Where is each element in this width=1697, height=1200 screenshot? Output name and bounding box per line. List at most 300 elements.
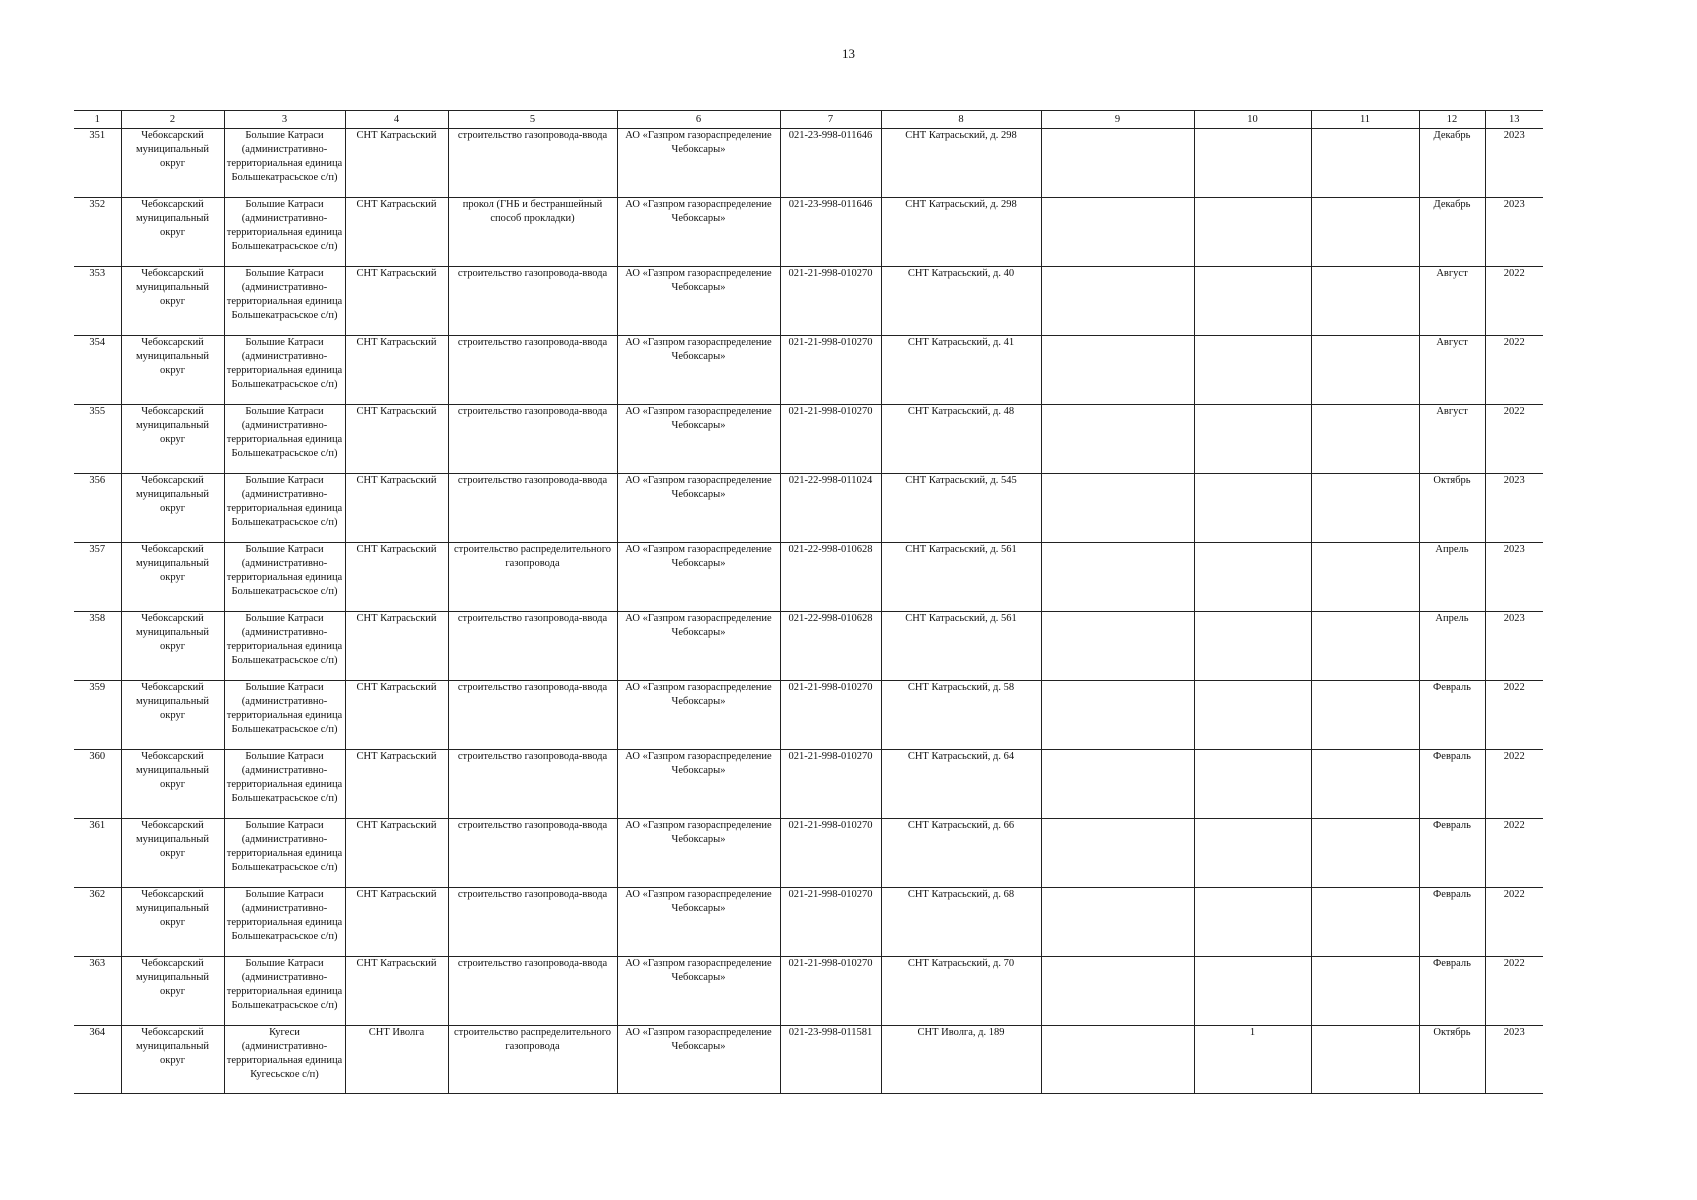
page-number: 13 bbox=[842, 46, 855, 61]
cell-text: 352 bbox=[89, 199, 106, 210]
cell-text bbox=[1196, 681, 1310, 748]
cell-contract-number bbox=[780, 750, 881, 819]
cell-text: СНТ Катрасьский bbox=[356, 268, 437, 279]
cell-text: Чебоксарский муниципальный округ bbox=[135, 820, 210, 859]
cell-text: Апрель bbox=[1435, 613, 1469, 624]
cell-organization bbox=[617, 267, 780, 336]
table-header bbox=[74, 111, 1543, 129]
cell-snt-name bbox=[345, 888, 448, 957]
cell-text: СНТ Катрасьский, д. 68 bbox=[907, 889, 1015, 900]
cell-year bbox=[1485, 681, 1543, 750]
cell-text: АО «Газпром газораспределение Чебоксары» bbox=[625, 889, 772, 914]
cell-year bbox=[1485, 1026, 1543, 1094]
cell-col-9 bbox=[1041, 129, 1194, 198]
cell-text: АО «Газпром газораспределение Чебоксары» bbox=[625, 751, 772, 776]
cell-settlement bbox=[224, 198, 345, 267]
cell-text: 2022 bbox=[1503, 682, 1525, 693]
cell-text bbox=[1043, 198, 1193, 265]
cell-text: строительство распределительного газопровода bbox=[453, 544, 612, 569]
cell-text bbox=[1043, 129, 1193, 196]
cell-organization bbox=[617, 1026, 780, 1094]
cell-text: Чебоксарский муниципальный округ bbox=[135, 130, 210, 169]
cell-address bbox=[881, 612, 1041, 681]
column-header-9: 9 bbox=[1041, 111, 1194, 129]
cell-organization bbox=[617, 819, 780, 888]
column-header-4: 4 bbox=[345, 111, 448, 129]
cell-text bbox=[1043, 543, 1193, 610]
cell-col-11 bbox=[1311, 474, 1419, 543]
cell-text: строительство газопровода-ввода bbox=[457, 268, 608, 279]
cell-year bbox=[1485, 957, 1543, 1026]
cell-text: АО «Газпром газораспределение Чебоксары» bbox=[625, 130, 772, 155]
cell-text: СНТ Катрасьский, д. 561 bbox=[905, 544, 1017, 555]
cell-municipality bbox=[121, 129, 224, 198]
cell-month bbox=[1419, 543, 1485, 612]
cell-text: Большие Катраси (административно-территориальная единица Большекатрасьское с/п) bbox=[226, 268, 343, 321]
cell-address bbox=[881, 336, 1041, 405]
cell-text: 359 bbox=[89, 682, 106, 693]
cell-contract-number bbox=[780, 819, 881, 888]
register-table bbox=[74, 110, 1543, 1094]
table-row bbox=[74, 474, 1543, 543]
column-header-2: 2 bbox=[121, 111, 224, 129]
cell-col-9 bbox=[1041, 336, 1194, 405]
cell-col-11 bbox=[1311, 612, 1419, 681]
cell-text bbox=[1196, 474, 1310, 541]
cell-col-10 bbox=[1194, 267, 1311, 336]
cell-col-9 bbox=[1041, 681, 1194, 750]
cell-col-10 bbox=[1194, 819, 1311, 888]
cell-col-9 bbox=[1041, 888, 1194, 957]
cell-work-type bbox=[448, 819, 617, 888]
cell-col-9 bbox=[1041, 612, 1194, 681]
cell-text: Большие Катраси (административно-территориальная единица Большекатрасьское с/п) bbox=[226, 475, 343, 528]
cell-text: 2022 bbox=[1503, 337, 1525, 348]
cell-address bbox=[881, 819, 1041, 888]
cell-address bbox=[881, 681, 1041, 750]
cell-contract-number bbox=[780, 543, 881, 612]
cell-text: строительство газопровода-ввода bbox=[457, 820, 608, 831]
cell-text bbox=[1313, 405, 1418, 472]
column-header-3: 3 bbox=[224, 111, 345, 129]
cell-text bbox=[1196, 612, 1310, 679]
cell-text: строительство газопровода-ввода bbox=[457, 337, 608, 348]
column-header-13: 13 bbox=[1485, 111, 1543, 129]
cell-col-11 bbox=[1311, 129, 1419, 198]
cell-snt-name bbox=[345, 129, 448, 198]
cell-text: 021-23-998-011646 bbox=[788, 130, 873, 141]
column-header-6: 6 bbox=[617, 111, 780, 129]
cell-text: АО «Газпром газораспределение Чебоксары» bbox=[625, 1027, 772, 1052]
cell-text: 021-23-998-011646 bbox=[788, 199, 873, 210]
cell-year bbox=[1485, 405, 1543, 474]
cell-year bbox=[1485, 543, 1543, 612]
cell-col-9 bbox=[1041, 957, 1194, 1026]
cell-municipality bbox=[121, 1026, 224, 1094]
cell-text: 2022 bbox=[1503, 958, 1525, 969]
cell-address bbox=[881, 888, 1041, 957]
cell-col-9 bbox=[1041, 819, 1194, 888]
cell-text: 2022 bbox=[1503, 268, 1525, 279]
cell-settlement bbox=[224, 336, 345, 405]
cell-text: СНТ Катрасьский, д. 40 bbox=[907, 268, 1015, 279]
cell-organization bbox=[617, 198, 780, 267]
cell-text: СНТ Катрасьский bbox=[356, 199, 437, 210]
cell-text: 021-21-998-010270 bbox=[788, 751, 873, 762]
cell-row-number bbox=[74, 129, 121, 198]
cell-text: Декабрь bbox=[1433, 199, 1471, 210]
cell-organization bbox=[617, 129, 780, 198]
cell-work-type bbox=[448, 612, 617, 681]
cell-text: Чебоксарский муниципальный округ bbox=[135, 682, 210, 721]
cell-text: 351 bbox=[89, 130, 106, 141]
cell-municipality bbox=[121, 198, 224, 267]
cell-text: Чебоксарский муниципальный округ bbox=[135, 199, 210, 238]
cell-text: строительство газопровода-ввода bbox=[457, 958, 608, 969]
cell-address bbox=[881, 267, 1041, 336]
cell-text bbox=[1196, 129, 1310, 196]
header-row bbox=[74, 111, 1543, 129]
cell-text: Большие Катраси (административно-территориальная единица Большекатрасьское с/п) bbox=[226, 544, 343, 597]
cell-col-11 bbox=[1311, 405, 1419, 474]
cell-text: 2023 bbox=[1503, 613, 1525, 624]
cell-text: Октябрь bbox=[1433, 1027, 1471, 1038]
cell-text: строительство газопровода-ввода bbox=[457, 613, 608, 624]
cell-snt-name bbox=[345, 267, 448, 336]
cell-year bbox=[1485, 129, 1543, 198]
column-header-11: 11 bbox=[1311, 111, 1419, 129]
cell-text: 355 bbox=[89, 406, 106, 417]
cell-snt-name bbox=[345, 681, 448, 750]
cell-work-type bbox=[448, 198, 617, 267]
cell-text: 360 bbox=[89, 751, 106, 762]
cell-col-10 bbox=[1194, 957, 1311, 1026]
cell-municipality bbox=[121, 405, 224, 474]
cell-text: Большие Катраси (административно-территориальная единица Большекатрасьское с/п) bbox=[226, 820, 343, 873]
cell-year bbox=[1485, 819, 1543, 888]
cell-snt-name bbox=[345, 819, 448, 888]
cell-text: Февраль bbox=[1433, 958, 1471, 969]
cell-text: АО «Газпром газораспределение Чебоксары» bbox=[625, 820, 772, 845]
cell-text: Август bbox=[1436, 406, 1468, 417]
cell-text bbox=[1043, 405, 1193, 472]
column-header-1: 1 bbox=[74, 111, 121, 129]
cell-text bbox=[1313, 681, 1418, 748]
cell-row-number bbox=[74, 405, 121, 474]
cell-col-9 bbox=[1041, 198, 1194, 267]
cell-text bbox=[1313, 612, 1418, 679]
cell-text bbox=[1313, 1026, 1418, 1093]
cell-year bbox=[1485, 198, 1543, 267]
cell-municipality bbox=[121, 681, 224, 750]
cell-snt-name bbox=[345, 957, 448, 1026]
cell-settlement bbox=[224, 612, 345, 681]
cell-month bbox=[1419, 750, 1485, 819]
cell-text: 021-21-998-010270 bbox=[788, 268, 873, 279]
cell-text: СНТ Катрасьский, д. 545 bbox=[905, 475, 1017, 486]
cell-organization bbox=[617, 474, 780, 543]
cell-text: 2023 bbox=[1503, 199, 1525, 210]
cell-col-10 bbox=[1194, 198, 1311, 267]
cell-col-10 bbox=[1194, 129, 1311, 198]
cell-col-9 bbox=[1041, 267, 1194, 336]
cell-settlement bbox=[224, 543, 345, 612]
cell-municipality bbox=[121, 612, 224, 681]
cell-text: Чебоксарский муниципальный округ bbox=[135, 613, 210, 652]
cell-text: СНТ Катрасьский bbox=[356, 751, 437, 762]
table-row bbox=[74, 198, 1543, 267]
cell-text: Чебоксарский муниципальный округ bbox=[135, 889, 210, 928]
cell-organization bbox=[617, 543, 780, 612]
cell-address bbox=[881, 198, 1041, 267]
cell-text: СНТ Иволга bbox=[368, 1027, 425, 1038]
cell-text bbox=[1043, 819, 1193, 886]
cell-text bbox=[1196, 888, 1310, 955]
cell-row-number bbox=[74, 267, 121, 336]
cell-text: СНТ Катрасьский, д. 66 bbox=[907, 820, 1015, 831]
cell-month bbox=[1419, 474, 1485, 543]
cell-text: Август bbox=[1436, 268, 1468, 279]
cell-text: Чебоксарский муниципальный округ bbox=[135, 475, 210, 514]
table-row bbox=[74, 750, 1543, 819]
cell-text: 021-22-998-010628 bbox=[788, 613, 873, 624]
cell-text: 357 bbox=[89, 544, 106, 555]
cell-text: СНТ Катрасьский, д. 298 bbox=[905, 199, 1017, 210]
cell-text: СНТ Катрасьский, д. 298 bbox=[905, 130, 1017, 141]
table-row bbox=[74, 681, 1543, 750]
table-body bbox=[74, 129, 1543, 1094]
cell-text: 361 bbox=[89, 820, 106, 831]
cell-text: Чебоксарский муниципальный округ bbox=[135, 406, 210, 445]
cell-text: 364 bbox=[89, 1027, 106, 1038]
cell-address bbox=[881, 543, 1041, 612]
cell-col-10 bbox=[1194, 1026, 1311, 1094]
cell-text: СНТ Катрасьский, д. 48 bbox=[907, 406, 1015, 417]
cell-text: Чебоксарский муниципальный округ bbox=[135, 544, 210, 583]
cell-text: АО «Газпром газораспределение Чебоксары» bbox=[625, 406, 772, 431]
cell-settlement bbox=[224, 267, 345, 336]
cell-month bbox=[1419, 888, 1485, 957]
cell-text: 021-21-998-010270 bbox=[788, 406, 873, 417]
cell-text: Декабрь bbox=[1433, 130, 1471, 141]
cell-text: прокол (ГНБ и бестраншейный способ прокладки) bbox=[462, 199, 603, 224]
cell-municipality bbox=[121, 474, 224, 543]
cell-address bbox=[881, 405, 1041, 474]
cell-text bbox=[1043, 612, 1193, 679]
cell-text bbox=[1043, 888, 1193, 955]
cell-settlement bbox=[224, 474, 345, 543]
table-row bbox=[74, 888, 1543, 957]
table-row bbox=[74, 957, 1543, 1026]
cell-col-10 bbox=[1194, 543, 1311, 612]
cell-col-10 bbox=[1194, 405, 1311, 474]
cell-work-type bbox=[448, 543, 617, 612]
cell-row-number bbox=[74, 957, 121, 1026]
cell-municipality bbox=[121, 819, 224, 888]
cell-col-11 bbox=[1311, 819, 1419, 888]
cell-text: 2022 bbox=[1503, 751, 1525, 762]
cell-text: АО «Газпром газораспределение Чебоксары» bbox=[625, 199, 772, 224]
cell-col-9 bbox=[1041, 1026, 1194, 1094]
cell-text: 021-21-998-010270 bbox=[788, 889, 873, 900]
cell-contract-number bbox=[780, 129, 881, 198]
cell-month bbox=[1419, 267, 1485, 336]
cell-text: Чебоксарский муниципальный округ bbox=[135, 1027, 210, 1066]
cell-text bbox=[1043, 474, 1193, 541]
cell-settlement bbox=[224, 888, 345, 957]
cell-address bbox=[881, 1026, 1041, 1094]
cell-text: Август bbox=[1436, 337, 1468, 348]
cell-contract-number bbox=[780, 1026, 881, 1094]
cell-text: строительство газопровода-ввода bbox=[457, 130, 608, 141]
cell-text: Кугеси (административно-территориальная единица Кугесьское с/п) bbox=[226, 1027, 343, 1080]
cell-contract-number bbox=[780, 888, 881, 957]
table-row bbox=[74, 819, 1543, 888]
cell-work-type bbox=[448, 474, 617, 543]
cell-contract-number bbox=[780, 612, 881, 681]
cell-text bbox=[1196, 543, 1310, 610]
cell-text: Октябрь bbox=[1433, 475, 1471, 486]
cell-text: СНТ Катрасьский bbox=[356, 613, 437, 624]
cell-settlement bbox=[224, 819, 345, 888]
cell-text bbox=[1313, 474, 1418, 541]
cell-work-type bbox=[448, 129, 617, 198]
cell-text: 021-22-998-010628 bbox=[788, 544, 873, 555]
cell-text: СНТ Катрасьский bbox=[356, 406, 437, 417]
cell-snt-name bbox=[345, 405, 448, 474]
cell-settlement bbox=[224, 750, 345, 819]
table-row bbox=[74, 405, 1543, 474]
cell-contract-number bbox=[780, 405, 881, 474]
cell-address bbox=[881, 957, 1041, 1026]
cell-month bbox=[1419, 957, 1485, 1026]
cell-text: 2023 bbox=[1503, 544, 1525, 555]
cell-text bbox=[1043, 1026, 1193, 1093]
cell-text: СНТ Катрасьский bbox=[356, 820, 437, 831]
cell-text: Большие Катраси (административно-территориальная единица Большекатрасьское с/п) bbox=[226, 199, 343, 252]
cell-text: Чебоксарский муниципальный округ bbox=[135, 268, 210, 307]
cell-text: СНТ Катрасьский bbox=[356, 544, 437, 555]
cell-snt-name bbox=[345, 198, 448, 267]
cell-text: СНТ Иволга, д. 189 bbox=[917, 1027, 1005, 1038]
cell-row-number bbox=[74, 198, 121, 267]
cell-row-number bbox=[74, 750, 121, 819]
cell-address bbox=[881, 750, 1041, 819]
cell-text: 021-21-998-010270 bbox=[788, 337, 873, 348]
cell-text bbox=[1313, 819, 1418, 886]
cell-address bbox=[881, 474, 1041, 543]
cell-row-number bbox=[74, 1026, 121, 1094]
cell-municipality bbox=[121, 267, 224, 336]
cell-text bbox=[1313, 336, 1418, 403]
column-header-5: 5 bbox=[448, 111, 617, 129]
cell-text: 021-21-998-010270 bbox=[788, 820, 873, 831]
table-row bbox=[74, 267, 1543, 336]
cell-text: 362 bbox=[89, 889, 106, 900]
cell-text: Большие Катраси (административно-территориальная единица Большекатрасьское с/п) bbox=[226, 337, 343, 390]
cell-text bbox=[1313, 267, 1418, 334]
cell-text: АО «Газпром газораспределение Чебоксары» bbox=[625, 544, 772, 569]
cell-text bbox=[1043, 267, 1193, 334]
cell-text bbox=[1313, 750, 1418, 817]
cell-text: 021-21-998-010270 bbox=[788, 958, 873, 969]
cell-text: 2023 bbox=[1503, 475, 1525, 486]
cell-text: строительство газопровода-ввода bbox=[457, 751, 608, 762]
cell-col-10 bbox=[1194, 750, 1311, 819]
cell-settlement bbox=[224, 681, 345, 750]
cell-text: Чебоксарский муниципальный округ bbox=[135, 958, 210, 997]
cell-organization bbox=[617, 750, 780, 819]
cell-municipality bbox=[121, 543, 224, 612]
cell-settlement bbox=[224, 1026, 345, 1094]
cell-text bbox=[1313, 198, 1418, 265]
cell-text bbox=[1196, 267, 1310, 334]
cell-year bbox=[1485, 474, 1543, 543]
cell-text: 353 bbox=[89, 268, 106, 279]
cell-col-10 bbox=[1194, 612, 1311, 681]
cell-text: 021-21-998-010270 bbox=[788, 682, 873, 693]
cell-month bbox=[1419, 198, 1485, 267]
cell-col-11 bbox=[1311, 750, 1419, 819]
cell-text: Февраль bbox=[1433, 751, 1471, 762]
cell-text: АО «Газпром газораспределение Чебоксары» bbox=[625, 958, 772, 983]
cell-row-number bbox=[74, 681, 121, 750]
cell-text: СНТ Катрасьский bbox=[356, 682, 437, 693]
cell-work-type bbox=[448, 681, 617, 750]
cell-col-11 bbox=[1311, 957, 1419, 1026]
cell-col-9 bbox=[1041, 543, 1194, 612]
cell-contract-number bbox=[780, 336, 881, 405]
cell-contract-number bbox=[780, 957, 881, 1026]
cell-snt-name bbox=[345, 750, 448, 819]
cell-col-11 bbox=[1311, 543, 1419, 612]
cell-col-9 bbox=[1041, 405, 1194, 474]
cell-contract-number bbox=[780, 267, 881, 336]
cell-text: АО «Газпром газораспределение Чебоксары» bbox=[625, 337, 772, 362]
cell-work-type bbox=[448, 1026, 617, 1094]
cell-text: Апрель bbox=[1435, 544, 1469, 555]
cell-work-type bbox=[448, 750, 617, 819]
cell-text bbox=[1313, 888, 1418, 955]
cell-snt-name bbox=[345, 612, 448, 681]
cell-organization bbox=[617, 612, 780, 681]
cell-month bbox=[1419, 612, 1485, 681]
cell-organization bbox=[617, 405, 780, 474]
cell-col-11 bbox=[1311, 888, 1419, 957]
cell-col-11 bbox=[1311, 336, 1419, 405]
cell-text bbox=[1196, 750, 1310, 817]
cell-text: СНТ Катрасьский bbox=[356, 475, 437, 486]
cell-municipality bbox=[121, 957, 224, 1026]
cell-col-10 bbox=[1194, 888, 1311, 957]
cell-month bbox=[1419, 819, 1485, 888]
cell-snt-name bbox=[345, 1026, 448, 1094]
cell-text: Февраль bbox=[1433, 682, 1471, 693]
cell-text: строительство распределительного газопровода bbox=[453, 1027, 612, 1052]
cell-row-number bbox=[74, 819, 121, 888]
table-row bbox=[74, 543, 1543, 612]
cell-text: СНТ Катрасьский, д. 561 bbox=[905, 613, 1017, 624]
cell-text: Большие Катраси (административно-территориальная единица Большекатрасьское с/п) bbox=[226, 682, 343, 735]
cell-text: 363 bbox=[89, 958, 106, 969]
cell-text: Большие Катраси (административно-территориальная единица Большекатрасьское с/п) bbox=[226, 406, 343, 459]
cell-month bbox=[1419, 405, 1485, 474]
column-header-12: 12 bbox=[1419, 111, 1485, 129]
cell-municipality bbox=[121, 336, 224, 405]
cell-text: СНТ Катрасьский bbox=[356, 958, 437, 969]
cell-text: Февраль bbox=[1433, 889, 1471, 900]
cell-month bbox=[1419, 1026, 1485, 1094]
